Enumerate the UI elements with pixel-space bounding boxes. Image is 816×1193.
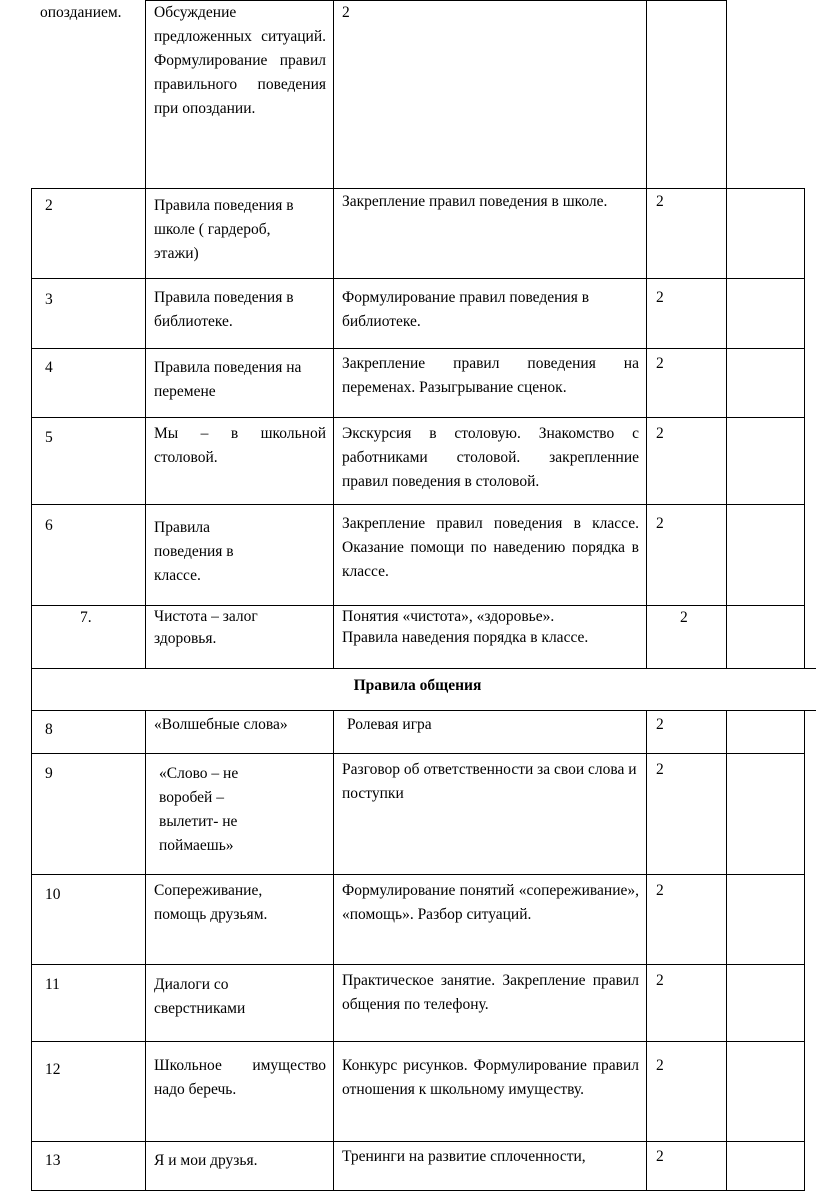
row-content: Тренинги на развитие сплоченности, [342, 1148, 586, 1165]
row-topic: Правила поведения в школе ( гардероб, этажи) [154, 197, 294, 262]
rule [31, 188, 32, 668]
row-topic: Правила поведения на перемене [154, 359, 302, 400]
row-content: Разговор об ответственности за свои слова и поступки [342, 761, 637, 802]
row-number: 8 [45, 721, 53, 738]
row-content: Закрепление правил поведения на переменах. Разыгрывание сценок. [342, 355, 639, 396]
rule [31, 753, 804, 754]
row-number: 6 [45, 517, 53, 534]
rule [333, 188, 334, 668]
row-topic: Чистота – залог здоровья. [154, 608, 258, 647]
rule [726, 0, 727, 668]
row-content: Формулирование правил поведения в библиотеке. [342, 289, 590, 330]
row-hours: 2 [656, 515, 664, 532]
row-content: Понятия «чистота», «здоровье». Правила наведения порядка в классе. [342, 608, 589, 646]
rule [31, 1041, 804, 1042]
rule [333, 710, 334, 1191]
row-number: 4 [45, 359, 53, 376]
row-hours: 2 [656, 716, 664, 733]
row-number: 11 [45, 976, 60, 993]
rule [31, 1190, 804, 1191]
row-content: Ролевая игра [347, 716, 432, 733]
rule [31, 417, 804, 418]
row-content: Закрепление правил поведения в школе. [342, 193, 608, 210]
row-topic: Правила поведения в библиотеке. [154, 289, 294, 330]
rule [145, 710, 146, 1191]
row-topic: Правила поведения в классе. [154, 519, 234, 584]
row-hours: 2 [656, 1057, 664, 1074]
row-topic: Диалоги со сверстниками [154, 976, 246, 1017]
row-topic: Школьное имущество надо беречь. [154, 1057, 326, 1098]
row-hours: 2 [656, 1148, 664, 1165]
row-topic: Сопереживание, помощь друзьям. [154, 882, 268, 923]
row-number: 12 [45, 1061, 61, 1078]
rule [31, 710, 816, 711]
rule [31, 504, 804, 505]
row-hours: 2 [656, 972, 664, 989]
row-number: 9 [45, 765, 53, 782]
row-number: 3 [45, 291, 53, 308]
section-title: Правила общения [353, 677, 482, 694]
row-topic: Мы – в школьной столовой. [154, 425, 326, 466]
row-topic: Я и мои друзья. [154, 1152, 258, 1169]
rule [31, 188, 804, 189]
row-topic: Обсуждение предложенных ситуаций. Формулирование правил правильного поведения при опоздании. [154, 4, 326, 117]
row-hours: 2 [656, 289, 664, 306]
row-number: 7. [80, 609, 92, 626]
rule [726, 710, 727, 1191]
row-topic: «Слово – не воробей – вылетит- не поймаешь» [159, 765, 239, 854]
row-content: Конкурс рисунков. Формулирование правил отношения к школьному имуществу. [342, 1057, 639, 1098]
row-content: Формулирование понятий «сопереживание», «помощь». Разбор ситуаций. [342, 882, 639, 923]
rule [31, 668, 816, 669]
rule [646, 710, 647, 1191]
row-content: Экскурсия в столовую. Знакомство с работниками столовой. закрепленние правил поведения в столовой. [342, 425, 639, 490]
rule [31, 278, 804, 279]
row-hours: 2 [656, 425, 664, 442]
rule [31, 1141, 804, 1142]
row-content: Закрепление правил поведения в классе. Оказание помощи по наведению порядка в классе. [342, 515, 639, 580]
row-number: опозданием. [40, 4, 122, 21]
rule [804, 710, 805, 1191]
row-number: 13 [45, 1152, 61, 1169]
row-hours: 2 [656, 193, 664, 210]
row-hours: 2 [656, 355, 664, 372]
rule [31, 964, 804, 965]
row-number: 5 [45, 429, 53, 446]
row-hours: 2 [656, 882, 664, 899]
rule [646, 0, 647, 668]
row-number: 2 [45, 197, 53, 214]
rule [31, 710, 32, 1191]
rule [804, 188, 805, 668]
rule [31, 874, 804, 875]
row-hours: 2 [342, 4, 350, 21]
rule [333, 0, 334, 188]
rule [145, 0, 146, 668]
row-hours: 2 [656, 761, 664, 778]
rule [31, 348, 804, 349]
row-hours: 2 [680, 609, 688, 626]
row-content: Практическое занятие. Закрепление правил общения по телефону. [342, 972, 639, 1013]
row-number: 10 [45, 886, 61, 903]
row-topic: «Волшебные слова» [154, 716, 288, 733]
